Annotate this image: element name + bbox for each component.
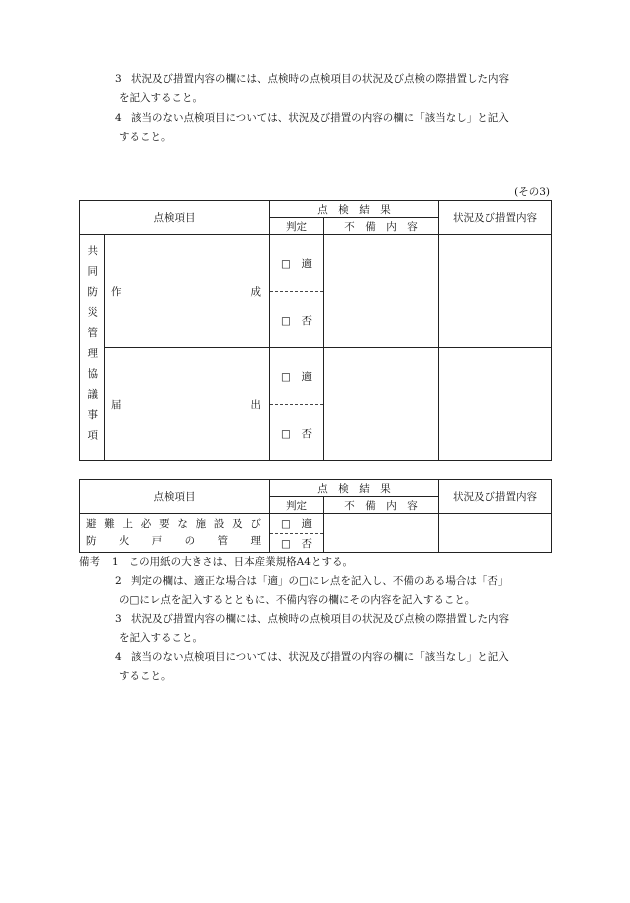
header-defect: 不 備 内 容	[324, 218, 439, 235]
status-todokede[interactable]	[439, 348, 552, 461]
defect-todokede[interactable]	[324, 348, 439, 461]
header-item: 点検項目	[80, 201, 270, 235]
header-status: 状況及び措置内容	[439, 480, 552, 514]
note-3-cont: を記入すること。	[119, 92, 203, 104]
item-hinan: 避 難 上 必 要 な 施 設 及 び 防 火 戸 の 管 理	[80, 514, 270, 553]
status-hinan[interactable]	[439, 514, 552, 553]
bikou-3: 3 状況及び措置内容の欄には、点検時の点検項目の状況及び点検の際措置した内容	[115, 613, 509, 625]
note-4: 4 該当のない点検項目については、状況及び措置の内容の欄に「該当なし」と記入	[115, 112, 509, 124]
header-judge: 判定	[270, 218, 324, 235]
status-sakusei[interactable]	[439, 235, 552, 348]
judge-ng-checkbox[interactable]: □ 否	[281, 427, 312, 440]
judge-ok-checkbox[interactable]: □ 適	[270, 514, 323, 534]
header-defect: 不 備 内 容	[324, 497, 439, 514]
inspection-table-2	[79, 479, 552, 553]
bikou-2: 2 判定の欄は、適正な場合は「適」の□にレ点を記入し、不備のある場合は「否」	[115, 575, 509, 587]
judge-sakusei	[270, 235, 324, 348]
judge-todokede	[270, 348, 324, 461]
item-todokede: 届 出	[105, 348, 270, 461]
sheet-number: (その3)	[514, 186, 550, 198]
note-4-cont: すること。	[119, 131, 172, 143]
judge-ng-checkbox[interactable]: □ 否	[281, 538, 312, 550]
header-judge: 判定	[270, 497, 324, 514]
defect-sakusei[interactable]	[324, 235, 439, 348]
header-item: 点検項目	[80, 480, 270, 514]
judge-ok-checkbox[interactable]: □ 適	[270, 348, 323, 405]
inspection-table-1	[79, 200, 552, 461]
defect-hinan[interactable]	[324, 514, 439, 553]
bikou-4-cont: すること。	[119, 670, 172, 682]
group-label	[80, 235, 105, 461]
item-sakusei: 作 成	[105, 235, 270, 348]
header-status: 状況及び措置内容	[439, 201, 552, 235]
judge-ok-checkbox[interactable]: □ 適	[270, 235, 323, 292]
note-3: 3 状況及び措置内容の欄には、点検時の点検項目の状況及び点検の際措置した内容	[115, 73, 509, 85]
bikou-4: 4 該当のない点検項目については、状況及び措置の内容の欄に「該当なし」と記入	[115, 651, 509, 663]
bikou-1: 備考 1 この用紙の大きさは、日本産業規格A4とする。	[79, 556, 353, 568]
header-result: 点 検 結 果	[270, 201, 439, 218]
bikou-3-cont: を記入すること。	[119, 632, 203, 644]
judge-ng-checkbox[interactable]: □ 否	[281, 314, 312, 327]
bikou-2-cont: の□にレ点を記入するとともに、不備内容の欄にその内容を記入すること。	[119, 594, 476, 606]
group-label-text: 共同防災管理協議事項	[86, 245, 99, 450]
judge-hinan	[270, 514, 324, 553]
header-result: 点 検 結 果	[270, 480, 439, 497]
